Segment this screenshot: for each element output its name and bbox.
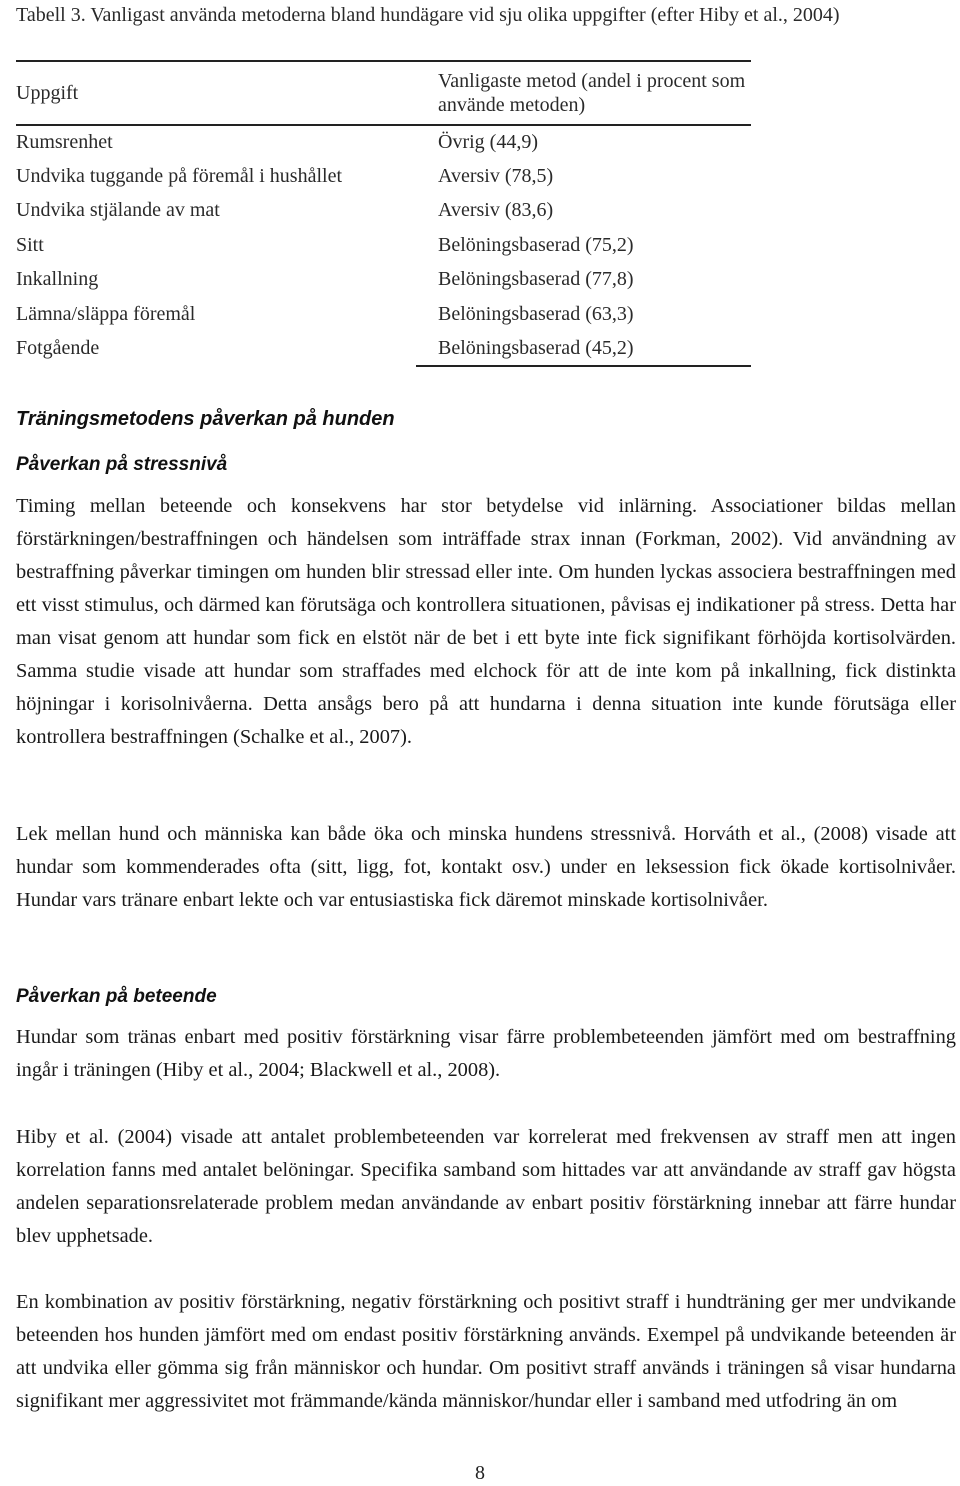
methods-table <box>16 60 751 367</box>
table-header-row <box>16 61 751 125</box>
subsection-heading-behaviour: Påverkan på beteende <box>16 986 217 1007</box>
table-row <box>16 263 751 297</box>
task-cell: Lämna/släppa föremål <box>16 302 196 325</box>
task-cell: Rumsrenhet <box>16 131 113 154</box>
section-heading: Träningsmetodens påverkan på hunden <box>16 408 395 430</box>
method-cell: Belöningsbaserad (63,3) <box>438 302 634 325</box>
table-row <box>16 228 751 262</box>
page-number: 8 <box>475 1462 485 1484</box>
task-cell: Sitt <box>16 233 44 256</box>
header-task: Uppgift <box>16 61 416 125</box>
paragraph: Lek mellan hund och människa kan både öka och minska hundens stressnivå. Horváth et al., (2008) visade att hundar som kommenderades ofta (sitt, ligg, fot, kontakt osv.) under en leksession fick ökade kortisolnivåer. Hundar vars tränare enbart lekte och var entusiastiska fick däremot minskade kortisolnivåer. <box>16 823 956 911</box>
paragraph: Hundar som tränas enbart med positiv förstärkning visar färre problembeteenden jämfört med om bestraffning ingår i träningen (Hiby et al., 2004; Blackwell et al., 2008). <box>16 1026 956 1081</box>
subsection-heading-stress: Påverkan på stressnivå <box>16 454 228 475</box>
table-row <box>16 297 751 331</box>
method-cell: Belöningsbaserad (77,8) <box>438 268 634 291</box>
method-cell: Aversiv (83,6) <box>438 199 554 222</box>
table-row <box>16 331 751 365</box>
task-cell: Undvika tuggande på föremål i hushållet <box>16 165 343 188</box>
method-cell: Aversiv (78,5) <box>438 165 554 188</box>
header-method: Vanligaste metod (andel i procent som använde metoden) <box>416 61 751 125</box>
table-row <box>16 159 751 193</box>
paragraph: Hiby et al. (2004) visade att antalet problembeteenden var korrelerat med frekvensen av straff men att ingen korrelation fanns med antalet belöningar. Specifika samband som hittades var att användande av straff gav högsta andelen separationsrelaterade problem medan användande av enbart positiv förstärkning innebar att färre hundar blev upphetsade. <box>16 1126 956 1247</box>
paragraph: Timing mellan beteende och konsekvens har stor betydelse vid inlärning. Associationer bildas mellan förstärkningen/bestraffningen och händelsen som inträffade strax innan (Forkman, 2002). Vid användning av bestraffning påverkar timingen om hunden blir stressad eller inte. Om hunden lyckas associera bestraffningen med ett visst stimulus, och därmed kan förutsäga och kontrollera situationen, påvisas ej indikationer på stress. Detta har man visat genom att hundar som fick en elstöt när de bet i ett byte inte fick signifikant förhöjda kortisolvärden. Samma studie visade att hundar som straffades med elchock för att de inte kom på inkallning, fick distinkta höjningar i korisolnivåerna. Detta ansågs bero på att hundarna i denna situation inte kunde förutsäga eller kontrollera bestraffningen (Schalke et al., 2007). <box>16 495 956 748</box>
method-cell: Belöningsbaserad (45,2) <box>416 331 751 365</box>
task-cell: Fotgående <box>16 337 100 360</box>
task-cell: Undvika stjälande av mat <box>16 199 220 222</box>
table-caption: Tabell 3. Vanligast använda metoderna bland hundägare vid sju olika uppgifter (efter Hiby et al., 2004) <box>16 4 840 26</box>
task-cell: Inkallning <box>16 268 99 291</box>
method-cell: Övrig (44,9) <box>438 131 538 154</box>
table-row <box>16 125 751 159</box>
table-row <box>16 194 751 228</box>
method-cell: Belöningsbaserad (75,2) <box>438 233 634 256</box>
paragraph: En kombination av positiv förstärkning, negativ förstärkning och positivt straff i hundträning ger mer undvikande beteenden hos hunden jämfört med om endast positiv förstärkning används. Exempel på undvikande beteenden är att undvika eller gömma sig från människor och hundar. Om positivt straff används i träningen så visar hundarna signifikant mer aggressivitet mot främmande/kända människor/hundar eller i samband med utfodring än om <box>16 1291 956 1412</box>
